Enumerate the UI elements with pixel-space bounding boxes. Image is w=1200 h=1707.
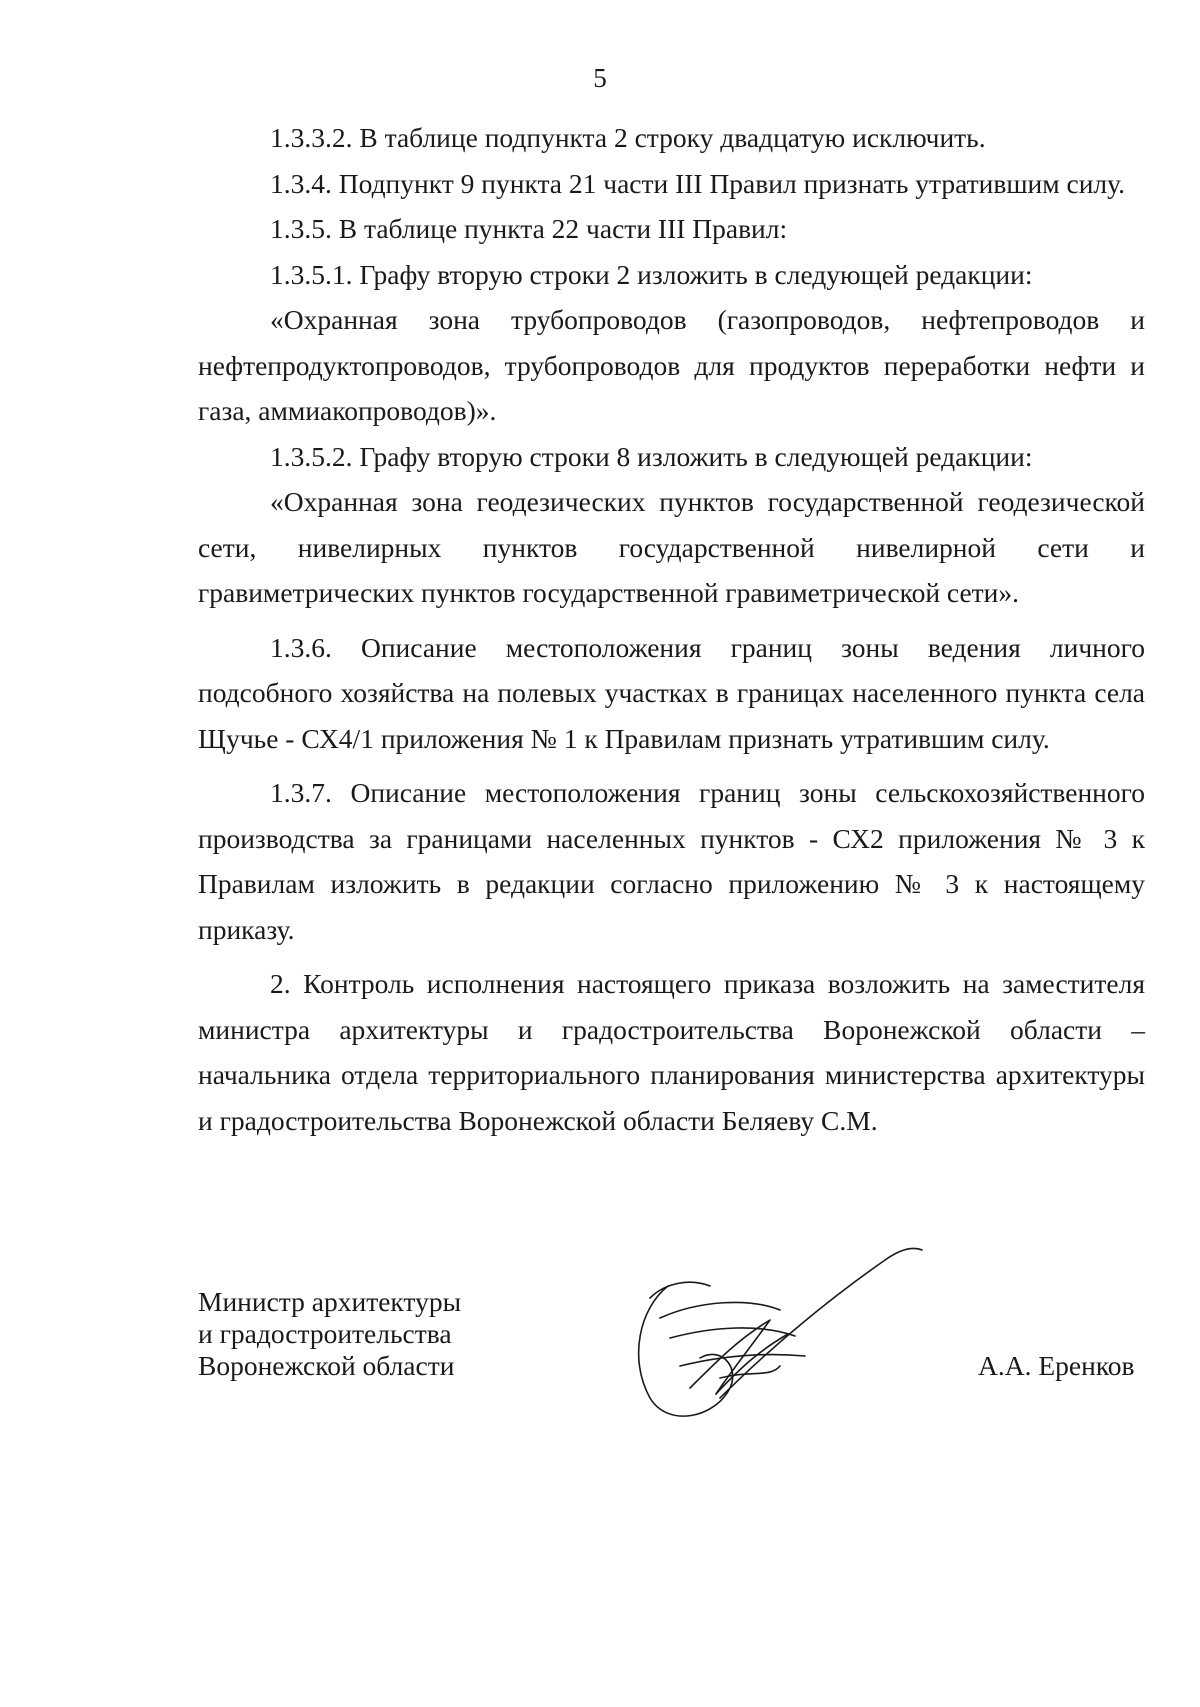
- signatory-position: [198, 1286, 461, 1382]
- quote-pipeline-zone: «Охранная зона трубопроводов (газопроводов, нефтепроводов и нефтепродуктопроводов, трубопроводов для продуктов переработки нефти и газа, аммиакопроводов)».: [198, 304, 1145, 426]
- signatory-name: А.А. Еренков: [978, 1350, 1135, 1381]
- signatory-position-line: Воронежской области: [198, 1350, 455, 1381]
- paragraph-1-3-3-2: 1.3.3.2. В таблице подпункта 2 строку двадцатую исключить.: [270, 122, 986, 153]
- page-number: 5: [593, 63, 607, 93]
- signatory-position-line: и градостроительства: [198, 1318, 452, 1349]
- quote-geodetic-zone: «Охранная зона геодезических пунктов государственной геодезической сети, нивелирных пунктов государственной нивелирной сети и гравиметрических пунктов государственной гравиметрической сети».: [198, 486, 1145, 608]
- paragraph-1-3-7: 1.3.7. Описание местоположения границ зоны сельскохозяйственного производства за границами населенных пунктов - СХ2 приложения № 3 к Правилам изложить в редакции согласно приложению № 3 к настоящему приказу.: [198, 777, 1145, 945]
- paragraph-2-control: 2. Контроль исполнения настоящего приказа возложить на заместителя министра архитектуры и градостроительства Воронежской области – начальника отдела территориального планирования министерства архитектуры и градостроительства Воронежской области Беляеву С.М.: [198, 968, 1145, 1136]
- paragraph-1-3-6: 1.3.6. Описание местоположения границ зоны ведения личного подсобного хозяйства на полевых участках в границах населенного пункта села Щучье - СХ4/1 приложения № 1 к Правилам признать утратившим силу.: [198, 631, 1145, 754]
- signatory-position-line: Министр архитектуры: [198, 1286, 462, 1317]
- document-body: [198, 115, 1145, 1143]
- paragraph-1-3-5: 1.3.5. В таблице пункта 22 части III Правил:: [270, 213, 788, 244]
- paragraph-1-3-4: 1.3.4. Подпункт 9 пункта 21 части III Правил признать утратившим силу.: [270, 167, 1126, 199]
- handwritten-signature: [620, 1238, 940, 1458]
- paragraph-1-3-5-1: 1.3.5.1. Графу вторую строки 2 изложить в следующей редакции:: [270, 258, 1033, 290]
- paragraph-1-3-5-2: 1.3.5.2. Графу вторую строки 8 изложить в следующей редакции:: [270, 440, 1033, 472]
